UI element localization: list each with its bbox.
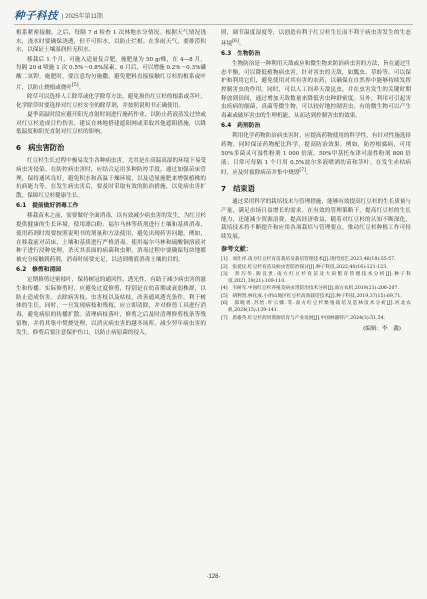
subsection-heading: 6.1 提前做好消毒工作 <box>16 203 79 210</box>
references-heading: 参考文献： <box>221 245 252 253</box>
header-divider <box>14 24 413 25</box>
paragraph: 生物防治是一种利用天敌或应和微生物来防治病虫害的方法，旨在通过生态平衡，可以降低植物病虫害。针对害虫的天敌，如瓢虫、草蛉等，可以保护和利用它们，避免使用对其有害的农药，以确保在自然界中能够持续发挥控制害虫的作用。同时，可以人工饲养天敌昆虫，并在虫害发生的关键时期释放到田间，通过增加天敌数量来降低害虫种群密度。另外，利用可引起害虫疾病的细菌、真菌等微生物，可以较好地控制害虫。有的微生物可以产生毒素或破坏害虫的生理机能，从而达到控制害虫的效果。 <box>221 60 412 120</box>
reference-item: [6] 邵晓勇.苏怡.叶云娜.等.南方红豆杉繁殖栽培及造林技术分析[J].河北农机,2024(15):139-141. <box>221 301 411 314</box>
reference-item: [1] 刘仕祥.南方红豆杉育苗栽培及栽培管理技术[J].现代园艺,2023,46(18):55-57. <box>221 257 396 263</box>
paragraph: 定期修剪过密枝叶，保持树冠的通风性、透光性，有助于减少病虫害的滋生和传播。实际修剪时，应避免过度修剪，特别是在幼苗期或衰弱株群，以防止造成伤害。去除病害枝、虫害枝以及枯枝，改善通风透光条件，利于树体的生长。同时，一旦发现病枝和残枝，应立即清除，并对修剪工具进行消毒，避免病原的传播扩散。清理病枝落叶，修剪之后及时清理修剪枝条等残留物，并将其集中焚烧处理，以消灭病虫害的越冬场所，减少翌年病虫害的发生。修剪后要注意保护伤口，以防止病原菌的侵入。 <box>16 277 207 336</box>
journal-header <box>14 7 103 23</box>
section-heading: 6 病虫害防治 <box>16 142 65 152</box>
reference-item: [2] 张爱民.红豆杉育苗及病虫害防治探讨[J].种子科技,2022,40(16):121-123. <box>221 264 388 270</box>
paragraph: 除草可以选择人工除草或化学除草方法，避免损伤红豆杉的根系或茎叶。化学除草时要选择对红豆杉安全的除草剂，并按照说明书正确使用。 <box>16 93 207 109</box>
reference-item: [5] 胡利贤.林化成.小朗山地区红豆杉高效栽培技术[J].种子科技,2019,37(15):69,71. <box>221 293 402 299</box>
reference-item: [3] 彭巧华.陶良贵.南方红豆杉育苗及大田繁育管理技术分析[J].种子科技,2021,39(21):109-110. <box>221 271 411 285</box>
page-number: ·128· <box>206 574 221 580</box>
subsection-heading: 6.4 药剂防治 <box>221 123 261 130</box>
paragraph: 利用化学药物防治病虫害时，应提高药物使用的科学性，有针对性施选择药物，同时保证药物配比科学，提高防治效果。例如，防控根腐病，可用 50%多菌灵可湿性粉剂 1 000 倍液、50%甲基托布津可湿性粉剂 800 倍液；日常可每隔 1 个月用 0.5%波尔多液喷洒幼苗和茎叶。在发生赤枯病时，应及时拔除病苗并集中烧毁[7]。 <box>221 133 412 177</box>
reference-item: [4] 韦树军.中国红豆杉养殖及病虫害防治技术分析[J].南方农机,2019(21):206-207. <box>221 286 399 292</box>
paragraph: 红豆杉生长过程中极易发生各种病虫害，尤其是在高温高湿的环境下易受病虫害侵染。在防控病虫害时，应结合运用多种防控手段，通过加强苗床管理，保持通风良好，避免积水和高温干燥环境，以及适量施肥来增强植株的抗病能力等。在发生病虫害后，要及时采取有效的防治措施，以免病虫害扩散，保障红豆杉健康生长。 <box>16 158 207 200</box>
references-list <box>221 256 411 322</box>
paragraph: 移栽苗木之前，需要做好全面消毒，以有效减少病虫害的发生，为红豆杉提供健康的生长环境。使用漂白粉、福尔马林等药剂进行土壤和基质消毒，使用药剂时需要按照说明书的剂量和方法使用，避免出现药害问题。例如，在移栽前对苗床、土壤和基质进行严格消毒。使用福尔马林和硫酸铜溶液对种子进行浸种处理，杀灭其表面的病菌和虫卵。消毒过程中要确保每块地都被充分接触到药剂，消毒时间要充足，以达到彻底消毒土壤的目的。 <box>16 213 207 263</box>
editor-credit: (编辑：李 鑫) <box>363 325 401 332</box>
paragraph: 根系紧密接触。之后，每隔 7 d 检查 1 次林地水分情况。根据天气情况浇水，浇水时要确保浇透，但不可积水，以防止烂根。在多雨天气，要排涝积水，以保证土壤湿润但无积水。 <box>16 30 206 54</box>
paragraph: 照，调节温度湿度等，以创造有利于红豆杉生长而不利于病虫害发生的生态环境[6]。 <box>221 30 411 47</box>
left-column <box>16 29 206 338</box>
subsection-heading: 6.2 修剪和清园 <box>16 267 62 274</box>
paragraph: 夏季高温时段应避开阳光直射时间进行施药作业，以防止药液蒸发过快或对红豆杉造成日灼伤害。建议在林地搭建遮阳网或采取其他遮阳措施，以降低温度和阳光直射对红豆杉的影响。 <box>16 111 207 136</box>
right-column <box>221 29 411 334</box>
reference-item: [7] 唐雄英.红豆杉药用资源培育与产业发展[J].中国林副特产,2024(3):51,54. <box>221 315 386 321</box>
subsection-heading: 6.3 生物防治 <box>221 50 261 57</box>
journal-logo: 种子科技 <box>14 9 58 22</box>
section-heading: 7 结束语 <box>221 183 255 193</box>
paragraph: 移栽后 1 个月，可施入适量复合肥。施肥量为 50 g/株，在 4—8 月，每隔 20 d 喷施 1 次 0.5%～0.8%尿素，6 月后，可以增施 0.2%～0.3%磷酸二氢钾。施肥时，要注意均匀施撒，避免肥料直接接触红豆杉的根系或叶片，以防止烧根或烧叶[5]。 <box>16 56 206 91</box>
paragraph: 通过采用科学的栽培技术与管理措施，能够有效提高红豆杉的生长质量与产量，满足市场日益增长的需求。在有效的管理策略下，提高红豆杉的生长能力，还能减少资源浪费，提高经济收益，随着对红豆杉的认知不断深化，栽培技术将不断提升和应用各项栽培与管理要点，推动红豆杉种植工作可持续发展。 <box>221 199 412 240</box>
issue-label: | 2025年第11期 <box>62 13 103 20</box>
